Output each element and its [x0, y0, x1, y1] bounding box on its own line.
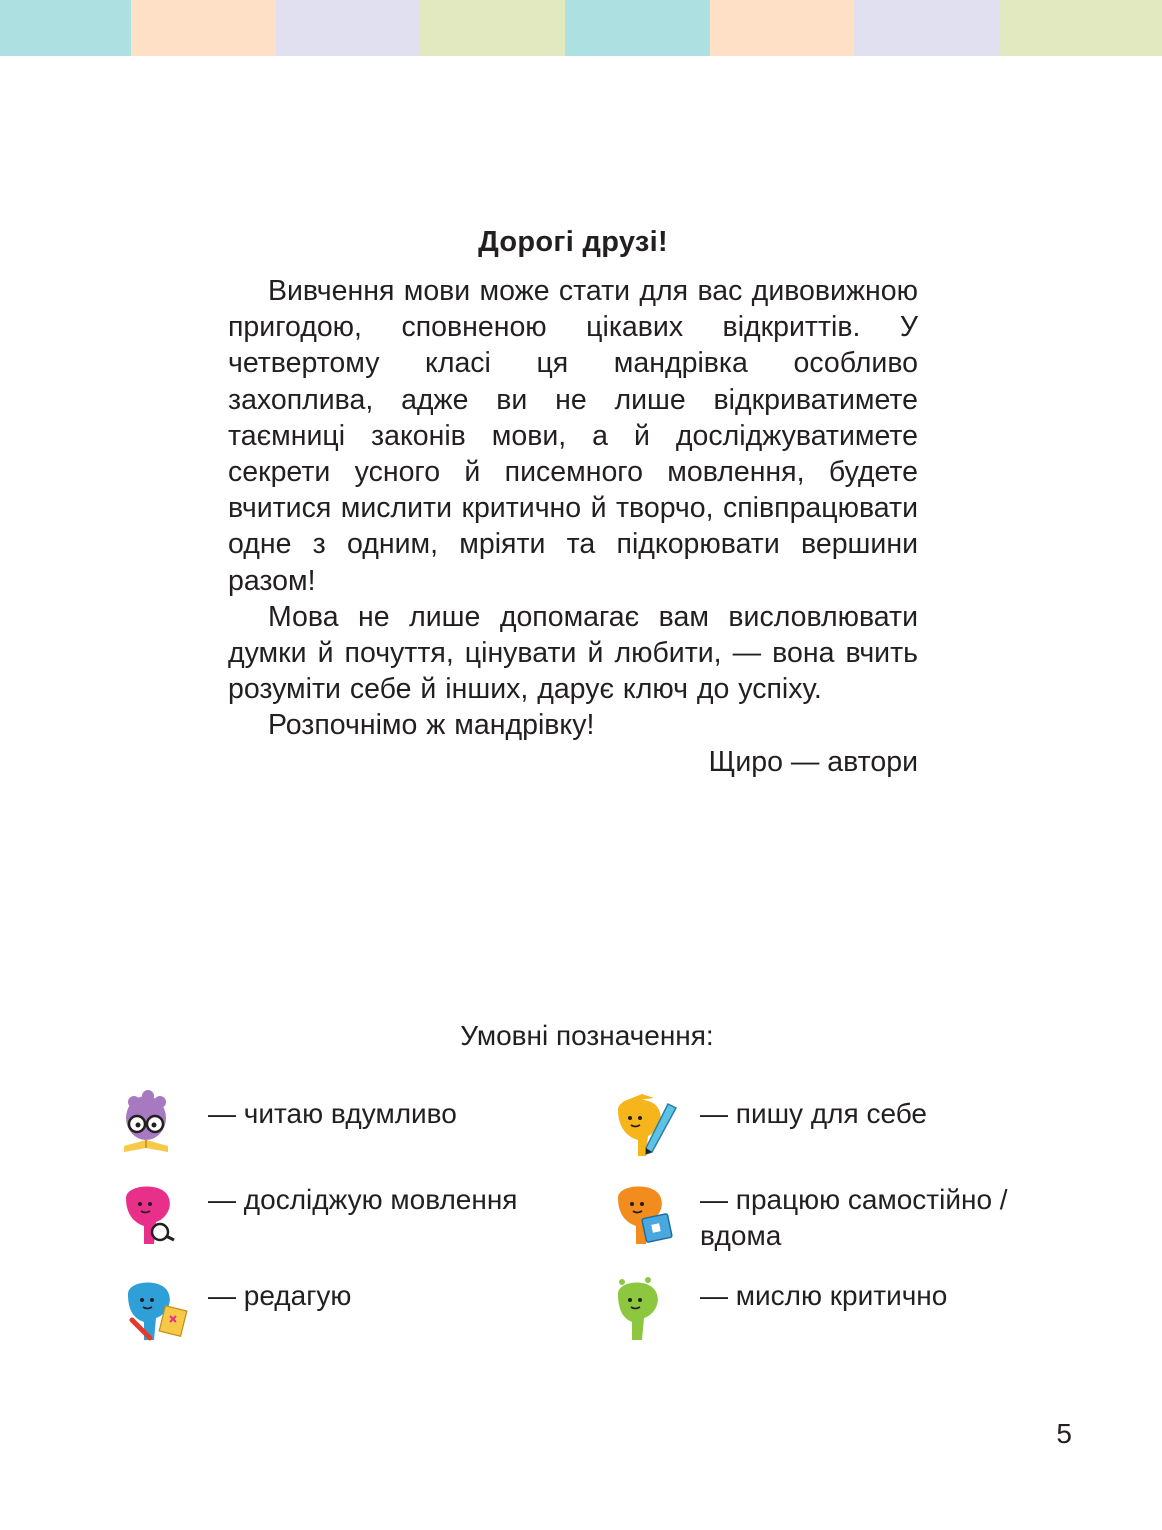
- stripe-segment: [420, 0, 565, 56]
- yellow-writer-icon: [612, 1090, 682, 1162]
- stripe-segment: [565, 0, 710, 56]
- blue-editor-icon: [120, 1272, 190, 1344]
- stripe-segment: [854, 0, 999, 56]
- legend-item: [612, 1090, 1060, 1162]
- letter-signature: Щиро — автори: [708, 745, 918, 778]
- pink-researcher-icon: [120, 1176, 190, 1248]
- legend-label: — мислю критично: [700, 1280, 948, 1311]
- letter-paragraph: Вивчення мови може стати для вас дивовижною пригодою, сповненою цікавих відкриттів. У четвертому класі ця мандрівка особливо захоплива, адже ви не лише відкриватимете таємниці законів мови, а й досліджуватимете секрети усного й писемного мовлення, будете вчитися мислити критично й творчо, співпрацювати одне з одним, мріяти та підкорювати вершини разом!: [228, 275, 918, 597]
- legend-item: [612, 1272, 1060, 1344]
- legend-label: — пишу для себе: [700, 1098, 927, 1129]
- legend-item: [120, 1176, 568, 1248]
- legend-title: Умовні позначення:: [460, 1020, 714, 1051]
- purple-reader-icon: [120, 1090, 190, 1162]
- stripe-segment: [131, 0, 276, 56]
- legend-label: — досліджую мовлення: [208, 1184, 518, 1215]
- letter-paragraph: Мова не лише допомагає вам висловлювати думки й почуття, цінувати й любити, — вона вчить розуміти себе й інших, дарує ключ до успіху.: [228, 600, 918, 706]
- legend-item: [120, 1272, 568, 1344]
- green-thinker-icon: [612, 1272, 682, 1344]
- legend-item: [120, 1090, 568, 1162]
- letter-paragraph: Розпочнімо ж мандрівку!: [268, 709, 595, 742]
- legend-item: [612, 1176, 1060, 1254]
- stripe-segment: [276, 0, 420, 56]
- page-number: 5: [1056, 1418, 1072, 1449]
- stripe-segment: [0, 0, 131, 56]
- stripe-segment: [710, 0, 854, 56]
- stripe-segment: [999, 0, 1162, 56]
- letter-block: [228, 226, 918, 780]
- orange-independent-icon: [612, 1176, 682, 1248]
- legend-label: — працюю самостійно / вдома: [700, 1184, 1008, 1251]
- letter-title: Дорогі друзі!: [478, 226, 668, 258]
- legend-label: — редагую: [208, 1280, 352, 1311]
- legend-label: — читаю вдумливо: [208, 1098, 457, 1129]
- top-color-stripe: [0, 0, 1162, 56]
